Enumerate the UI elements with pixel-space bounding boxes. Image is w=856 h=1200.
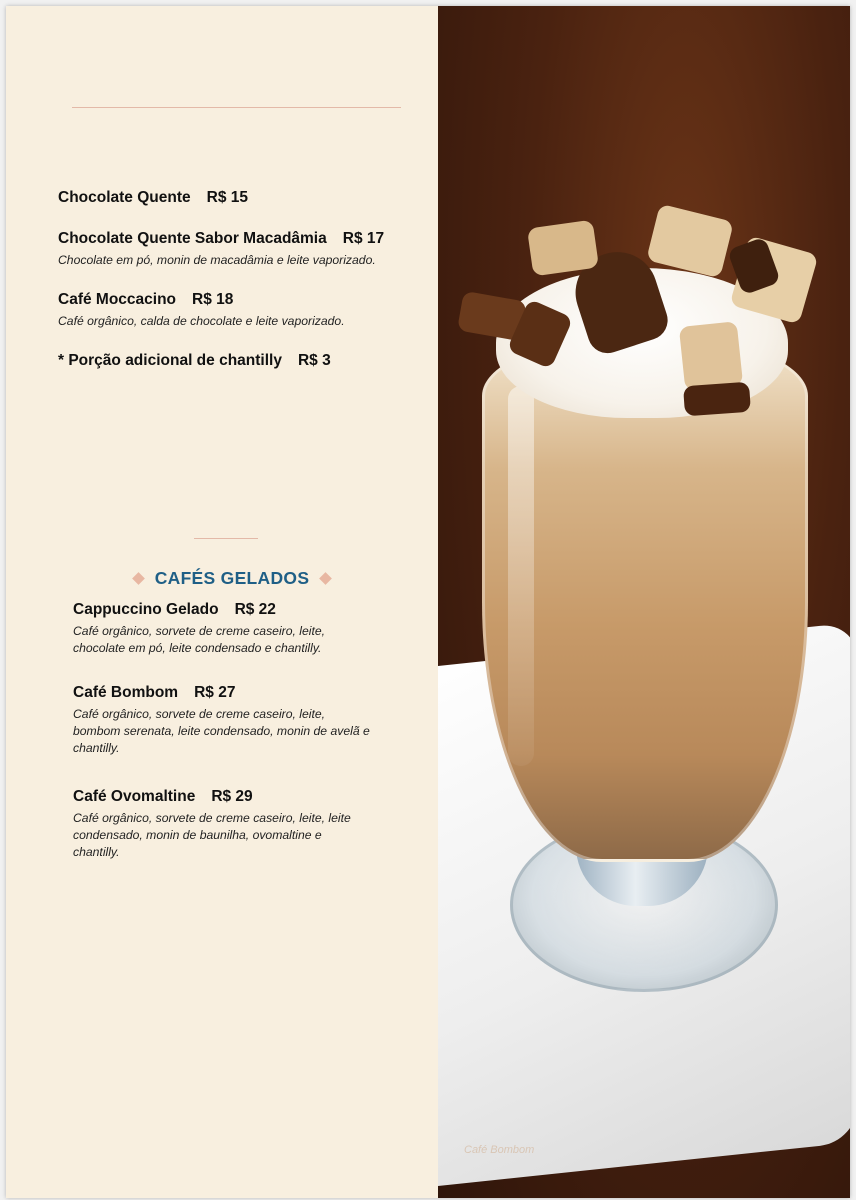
menu-text-panel <box>6 6 438 1198</box>
section-heading <box>132 566 332 590</box>
menu-item-cafe-moccacino <box>58 291 403 330</box>
menu-item-cafe-ovomaltine <box>73 788 418 861</box>
menu-page <box>6 6 850 1198</box>
glass-highlight <box>508 386 534 766</box>
item-name: Café Ovomaltine <box>73 788 196 805</box>
menu-item-cappuccino-gelado <box>73 601 418 657</box>
item-price: R$ 3 <box>297 352 331 369</box>
item-description <box>73 810 418 861</box>
description-line: Café orgânico, sorvete de creme caseiro, leite, <box>73 707 325 721</box>
item-name: Café Bombom <box>73 684 179 701</box>
item-description: Chocolate em pó, monin de macadâmia e leite vaporizado. <box>58 253 376 267</box>
item-price: R$ 22 <box>234 601 276 618</box>
item-price: R$ 15 <box>206 189 249 206</box>
chocolate-piece <box>679 321 743 391</box>
item-name: Chocolate Quente Sabor Macadâmia <box>58 230 327 247</box>
item-price: R$ 17 <box>342 230 385 247</box>
description-line: condensado, monin de baunilha, ovomaltine e <box>73 828 322 842</box>
drink-photo <box>438 6 850 1198</box>
section-title: CAFÉS GELADOS <box>154 567 310 588</box>
item-name: Chocolate Quente <box>58 189 191 206</box>
chocolate-piece <box>683 382 751 417</box>
chocolate-piece <box>527 220 599 277</box>
menu-item-chocolate-quente <box>58 189 248 207</box>
description-line: Café orgânico, sorvete de creme caseiro, leite, leite <box>73 811 351 825</box>
description-line: chantilly. <box>73 741 120 755</box>
description-line: Café orgânico, sorvete de creme caseiro, leite, <box>73 624 325 638</box>
diamond-ornament-icon <box>319 572 332 585</box>
photo-caption: Café Bombom <box>464 1144 535 1156</box>
diamond-ornament-icon <box>132 572 145 585</box>
chocolate-piece <box>646 204 734 279</box>
menu-item-cafe-bombom <box>73 684 418 757</box>
description-line: chocolate em pó, leite condensado e chantilly. <box>73 641 322 655</box>
description-line: chantilly. <box>73 845 120 859</box>
item-description <box>73 623 418 657</box>
item-price: R$ 29 <box>211 788 253 805</box>
divider-middle <box>194 538 258 539</box>
description-line: bombom serenata, leite condensado, monin de avelã e <box>73 724 370 738</box>
item-price: R$ 27 <box>194 684 236 701</box>
item-description: Café orgânico, calda de chocolate e leite vaporizado. <box>58 314 345 328</box>
item-name: * Porção adicional de chantilly <box>58 352 282 369</box>
divider-top <box>72 107 401 108</box>
item-description <box>73 706 418 757</box>
item-price: R$ 18 <box>192 291 234 308</box>
menu-item-chantilly-addon <box>58 352 331 370</box>
item-name: Café Moccacino <box>58 291 177 308</box>
item-name: Cappuccino Gelado <box>73 601 219 618</box>
menu-item-chocolate-macadamia <box>58 230 418 269</box>
